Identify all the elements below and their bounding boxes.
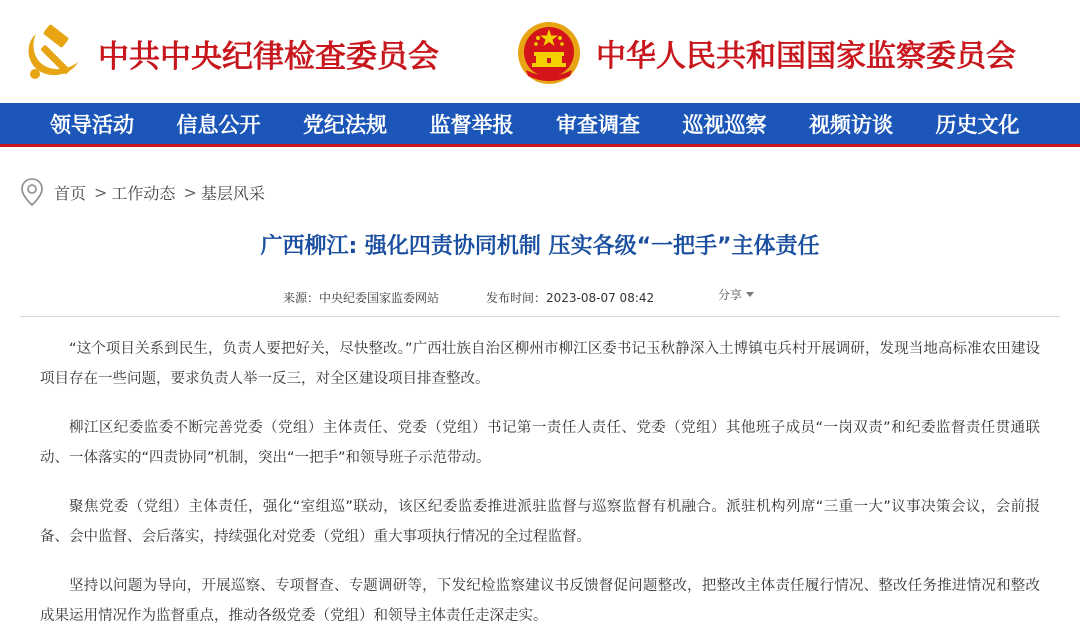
party-emblem-icon [22, 22, 84, 84]
article-paragraph: 坚持以问题为导向，开展巡察、专项督查、专题调研等，下发纪检监察建议书反馈督促问题整改，把整改主体责任履行情况、整改任务推进情况和整改成果运用情况作为监督重点，推动各级党委（党组）和领导主体责任走深走实。 [40, 578, 1040, 624]
location-pin-icon [20, 177, 44, 207]
article-title: 广西柳江: 强化四责协同机制 压实各级“一把手”主体责任 [260, 234, 820, 259]
breadcrumb-separator: > [94, 182, 108, 202]
ccdi-logo-link[interactable] [22, 8, 439, 98]
nav-info-disclosure[interactable]: 信息公开 [176, 111, 261, 137]
breadcrumb-home[interactable]: 首页 [54, 183, 87, 203]
nav-history[interactable]: 历史文化 [935, 111, 1020, 137]
main-nav [0, 103, 1080, 147]
masthead [0, 0, 1080, 103]
article-source: 来源：中央纪委国家监委网站 [283, 291, 440, 305]
breadcrumb-grassroots[interactable]: 基层风采 [200, 183, 265, 203]
breadcrumb-separator: > [183, 182, 197, 202]
ccdi-name: 中共中央纪律检查委员会 [98, 38, 439, 75]
article-paragraph: 聚焦党委（党组）主体责任，强化“室组巡”联动，该区纪委监委推进派驻监督与巡察监督有机融合。派驻机构列席“三重一大”议事决策会议，会前报备、会中监督、会后落实，持续强化对党委（党组）重大事项执行情况的全过程监督。 [40, 499, 1040, 545]
nav-video[interactable]: 视频访谈 [809, 111, 893, 137]
article-body [40, 334, 1040, 628]
nav-investigation[interactable]: 审查调查 [556, 111, 640, 137]
breadcrumb-work-news[interactable]: 工作动态 [111, 183, 176, 203]
nsc-logo-link[interactable] [516, 8, 1016, 98]
nav-report[interactable]: 监督举报 [429, 111, 514, 137]
national-emblem-icon [516, 20, 582, 86]
article-publish-time: 发布时间：2023-08-07 08:42 [486, 291, 655, 305]
nav-regulations[interactable]: 党纪法规 [303, 111, 387, 137]
divider [20, 316, 1060, 317]
share-label: 分享 [718, 288, 743, 302]
article-paragraph: 柳江区纪委监委不断完善党委（党组）主体责任、党委（党组）书记第一责任人责任、党委（党组）其他班子成员“一岗双责”和纪委监督责任贯通联动、一体落实的“四责协同”机制，突出“一把手”和领导班子示范带动。 [40, 420, 1040, 466]
share-button[interactable] [718, 286, 754, 303]
nav-leadership[interactable]: 领导活动 [50, 111, 134, 137]
nav-inspection[interactable]: 巡视巡察 [682, 111, 767, 137]
breadcrumb [20, 176, 265, 208]
article-paragraph: “这个项目关系到民生，负责人要把好关，尽快整改。”广西壮族自治区柳州市柳江区委书记玉秋静深入土博镇屯兵村开展调研，发现当地高标准农田建设项目存在一些问题，要求负责人举一反三，对全区建设项目排查整改。 [40, 341, 1040, 387]
nsc-name: 中华人民共和国国家监察委员会 [596, 39, 1016, 74]
article-meta [0, 286, 1080, 308]
caret-down-icon [746, 292, 754, 297]
